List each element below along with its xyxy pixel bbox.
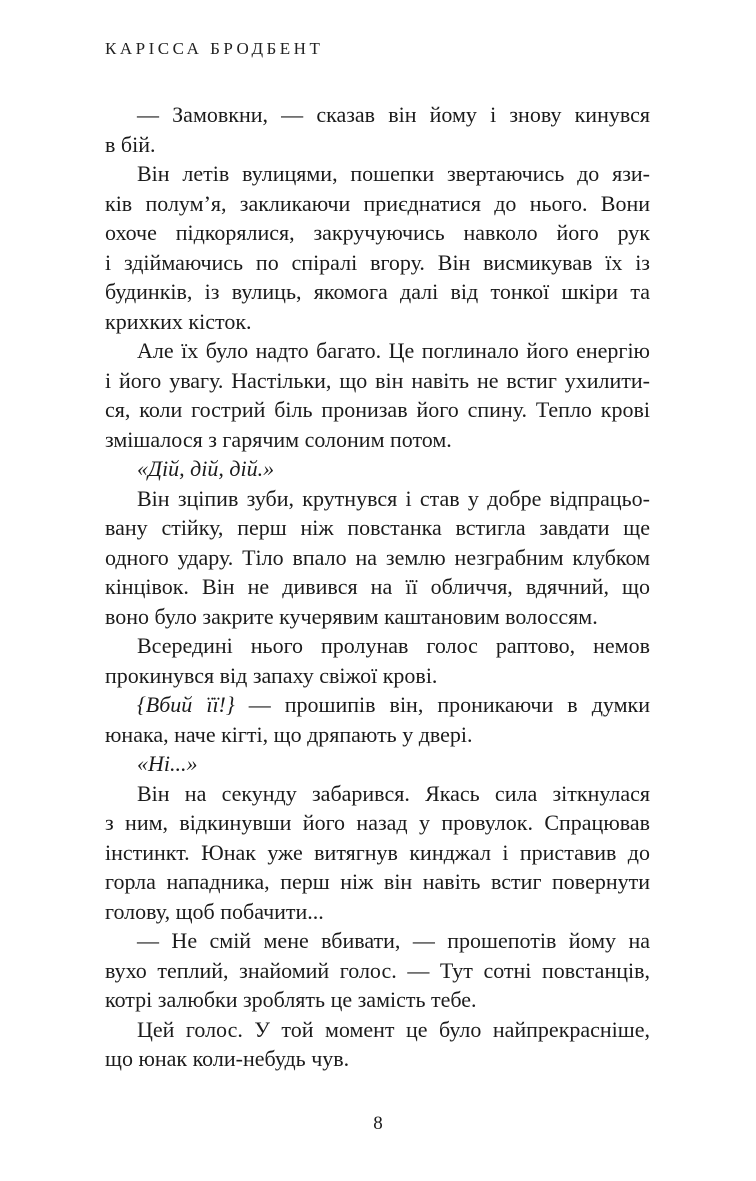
text-line <box>105 425 650 455</box>
text-segment: Він летів вулицями, пошепки звертаючись до язи- <box>137 161 650 186</box>
text-segment: будинків, із вулиць, якомога далі від тонкої шкіри та <box>105 279 650 304</box>
text-segment: з ним, відкинувши його назад у провулок. Спрацював <box>105 810 650 835</box>
text-segment: котрі залюбки зроблять це замість тебе. <box>105 987 477 1012</box>
text-segment: Цей голос. У той момент це було найпрекрасніше, <box>137 1016 650 1042</box>
text-segment: воно було закрите кучерявим каштановим волоссям. <box>105 603 598 629</box>
text-segment: охоче підкорялися, закручуючись навколо його рук <box>105 220 650 245</box>
text-line <box>105 897 650 927</box>
text-segment: {Вбий її!} <box>137 692 235 717</box>
page-body <box>105 100 650 1074</box>
text-line <box>105 867 650 897</box>
text-line <box>105 690 650 720</box>
text-segment: вану стійку, перш ніж повстанка встигла завдати ще <box>105 515 650 540</box>
text-line <box>105 956 650 986</box>
text-segment: ся, коли гострий біль пронизав його спину. Тепло крові <box>105 397 650 422</box>
text-segment: Він зціпив зуби, крутнувся і став у добре відпрацьо- <box>137 485 650 511</box>
text-line <box>105 543 650 573</box>
text-line <box>105 926 650 956</box>
text-line <box>105 720 650 750</box>
text-line <box>105 159 650 189</box>
text-segment: — Замовкни, — сказав він йому і знову кинувся <box>137 102 650 127</box>
running-header: КАРІССА БРОДБЕНТ <box>105 39 324 58</box>
text-segment: крихких кісток. <box>105 308 252 334</box>
text-line <box>105 130 650 160</box>
text-line <box>105 779 650 809</box>
text-segment: інстинкт. Юнак уже витягнув кинджал і приставив до <box>105 839 650 865</box>
text-line <box>105 985 650 1015</box>
text-line <box>105 218 650 248</box>
text-line <box>105 484 650 514</box>
text-line <box>105 366 650 396</box>
text-segment: змішалося з гарячим солоним потом. <box>105 426 452 452</box>
text-line <box>105 1044 650 1074</box>
text-segment: юнака, наче кігті, що дряпають у двері. <box>105 721 473 747</box>
text-line <box>105 189 650 219</box>
text-line <box>105 277 650 307</box>
text-segment: що юнак коли-небудь чув. <box>105 1046 350 1071</box>
text-line <box>105 395 650 425</box>
text-line <box>105 454 650 484</box>
text-segment: вухо теплий, знайомий голос. — Тут сотні повстанців, <box>105 957 650 983</box>
text-segment: «Дій, дій, дій.» <box>137 456 275 481</box>
text-segment: в бій. <box>105 131 156 157</box>
text-segment: — прошипів він, проникаючи в думки <box>234 692 650 717</box>
text-line <box>105 513 650 543</box>
text-line <box>105 336 650 366</box>
text-line <box>105 602 650 632</box>
text-line <box>105 838 650 868</box>
text-segment: і здіймаючись по спіралі вгору. Він висмикував їх із <box>105 249 650 275</box>
text-segment: одного удару. Тіло впало на землю незграбним клубком <box>105 544 650 570</box>
text-segment: горла нападника, перш ніж він навіть встиг повернути <box>105 869 650 894</box>
text-line <box>105 631 650 661</box>
text-segment: голову, щоб побачити... <box>105 898 324 924</box>
text-segment: і його увагу. Настільки, що він навіть не встиг ухилити- <box>105 367 650 393</box>
text-segment: Всередині нього пролунав голос раптово, немов <box>137 633 650 658</box>
text-segment: — Не смій мене вбивати, — прошепотів йому на <box>137 928 650 953</box>
text-segment: «Ні...» <box>137 751 198 776</box>
text-line <box>105 749 650 779</box>
text-segment: прокинувся від запаху свіжої крові. <box>105 662 438 688</box>
text-line <box>105 808 650 838</box>
text-line <box>105 248 650 278</box>
text-line <box>105 1015 650 1045</box>
text-line <box>105 100 650 130</box>
text-segment: Він на секунду забарився. Якась сила зіткнулася <box>137 780 650 806</box>
text-line <box>105 661 650 691</box>
text-segment: кінцівок. Він не дивився на її обличчя, вдячний, що <box>105 574 650 599</box>
text-segment: Але їх було надто багато. Це поглинало його енергію <box>137 338 650 363</box>
text-line <box>105 572 650 602</box>
text-segment: ків полум’я, закликаючи приєднатися до нього. Вони <box>105 190 650 216</box>
text-line <box>105 307 650 337</box>
page-number: 8 <box>373 1113 383 1134</box>
